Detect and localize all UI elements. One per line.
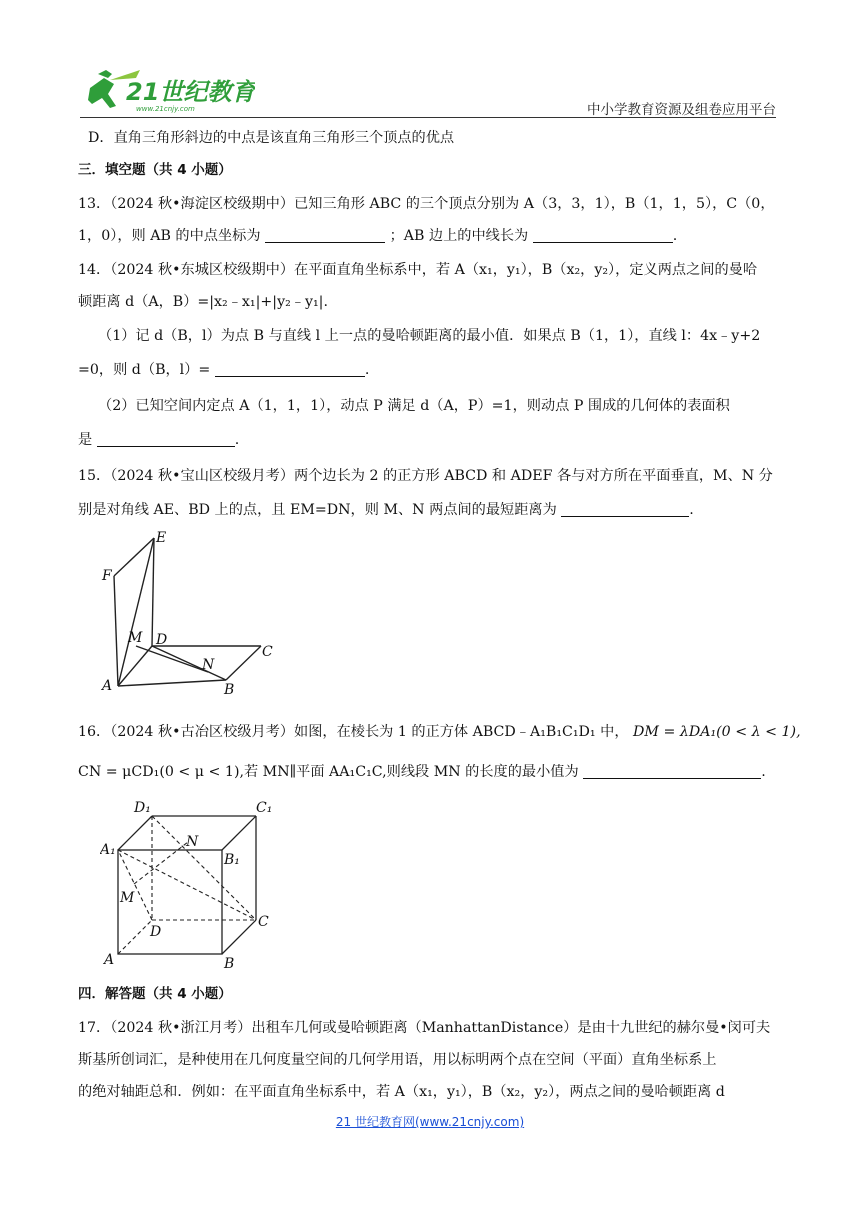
q13-blank-2[interactable]: [533, 228, 673, 243]
q14-line3: （1）记 d（B，l）为点 B 与直线 l 上一点的曼哈顿距离的最小值．如果点 B（1，1），直线 l：4x﹣y+2: [98, 328, 761, 344]
q14-text-1: =0，则 d（B，l）=: [78, 362, 211, 378]
runner-icon: [88, 70, 116, 108]
q16-blank[interactable]: [583, 764, 761, 779]
fig15-label-m: M: [128, 630, 143, 646]
option-d: D．直角三角形斜边的中点是该直角三角形三个顶点的优点: [88, 130, 455, 146]
q14-end-2: .: [234, 432, 240, 448]
q15-end: .: [689, 502, 694, 518]
fig15-label-e: E: [156, 530, 167, 546]
section-4-heading: 四．解答题（共 4 小题）: [78, 986, 232, 1002]
fig16-label-n: N: [186, 834, 199, 850]
fig16-label-b1: B₁: [224, 852, 240, 868]
q14-line4: [78, 360, 369, 380]
q17-line1: 17．（2024 秋•浙江月考）出租车几何或曼哈顿距离（ManhattanDistance）是由十九世纪的赫尔曼•闵可夫: [78, 1020, 771, 1036]
section-3-heading: 三．填空题（共 4 小题）: [78, 162, 232, 178]
logo-text: 21世纪教育: [126, 78, 255, 106]
figure-16: [100, 794, 290, 974]
q15-text-1: 别是对角线 AE、BD 上的点，且 EM=DN，则 M、N 两点间的最短距离为: [78, 502, 557, 518]
fig16-label-a1: A₁: [100, 842, 116, 858]
q16-line1: [78, 722, 801, 742]
fig16-label-d: D: [150, 924, 162, 940]
q15-blank[interactable]: [561, 502, 689, 517]
footer-link[interactable]: 21 世纪教育网(www.21cnjy.com): [335, 1115, 525, 1129]
fig15-label-a: A: [102, 678, 113, 694]
q15-line1: 15．（2024 秋•宝山区校级月考）两个边长为 2 的正方形 ABCD 和 ADEF 各与对方所在平面垂直，M、N 分: [78, 468, 773, 484]
q14-line2: 顿距离 d（A，B）=|x₂﹣x₁|+|y₂﹣y₁|.: [78, 294, 328, 310]
q16-end: .: [761, 764, 766, 780]
q13-text-2: ；AB 边上的中线长为: [389, 228, 529, 244]
fig16-label-c1: C₁: [256, 800, 273, 816]
q16-text-2: CN = μCD₁(0 < μ < 1),若 MN∥平面 AA₁C₁C,则线段 MN 的长度的最小值为: [78, 764, 579, 780]
q17-line3: 的绝对轴距总和．例如：在平面直角坐标系中，若 A（x₁，y₁），B（x₂，y₂），两点之间的曼哈顿距离 d: [78, 1084, 725, 1100]
fig16-label-d1: D₁: [134, 800, 151, 816]
header-rule: [80, 117, 776, 118]
q13-end: .: [672, 228, 678, 244]
figure-15: [96, 528, 286, 698]
q14-line1: 14．（2024 秋•东城区校级期中）在平面直角坐标系中，若 A（x₁，y₁），B（x₂，y₂），定义两点之间的曼哈: [78, 262, 758, 278]
q15-line2: [78, 500, 694, 520]
q17-line2: 斯基所创词汇，是种使用在几何度量空间的几何学用语，用以标明两个点在空间（平面）直角坐标系上: [78, 1052, 717, 1068]
q13-text-1: 1，0），则 AB 的中点坐标为: [78, 228, 261, 244]
site-logo: [80, 66, 255, 114]
q13-line2: [78, 226, 677, 246]
q14-end-1: .: [364, 362, 370, 378]
q16-formula-1: DM = λDA₁(0 < λ < 1),: [633, 724, 801, 740]
fig15-label-b: B: [224, 682, 235, 698]
q14-blank-2[interactable]: [97, 432, 235, 447]
q14-line6: [78, 430, 239, 450]
fig16-label-m: M: [120, 890, 135, 906]
q13-line1: 13．（2024 秋•海淀区校级期中）已知三角形 ABC 的三个顶点分别为 A（3，3，1），B（1，1，5），C（0，: [78, 196, 775, 212]
fig15-label-d: D: [156, 632, 168, 648]
header-platform-text: 中小学教育资源及组卷应用平台: [587, 102, 776, 118]
q14-blank-1[interactable]: [215, 362, 365, 377]
q13-blank-1[interactable]: [265, 228, 385, 243]
fig16-label-a: A: [104, 952, 115, 968]
q14-text-2: 是: [78, 432, 93, 448]
fig16-label-c: C: [258, 914, 269, 930]
q16-line2: [78, 762, 766, 782]
logo-url: www.21cnjy.com: [136, 105, 195, 113]
fig15-label-f: F: [102, 568, 112, 584]
fig15-label-n: N: [202, 657, 215, 673]
q16-text-1: 16．（2024 秋•古冶区校级月考）如图，在棱长为 1 的正方体 ABCD﹣A₁B₁C₁D₁ 中，: [78, 724, 629, 740]
fig16-label-b: B: [224, 956, 235, 972]
q14-line5: （2）已知空间内定点 A（1，1，1），动点 P 满足 d（A，P）=1，则动点 P 围成的几何体的表面积: [98, 398, 730, 414]
fig15-label-c: C: [262, 644, 273, 660]
